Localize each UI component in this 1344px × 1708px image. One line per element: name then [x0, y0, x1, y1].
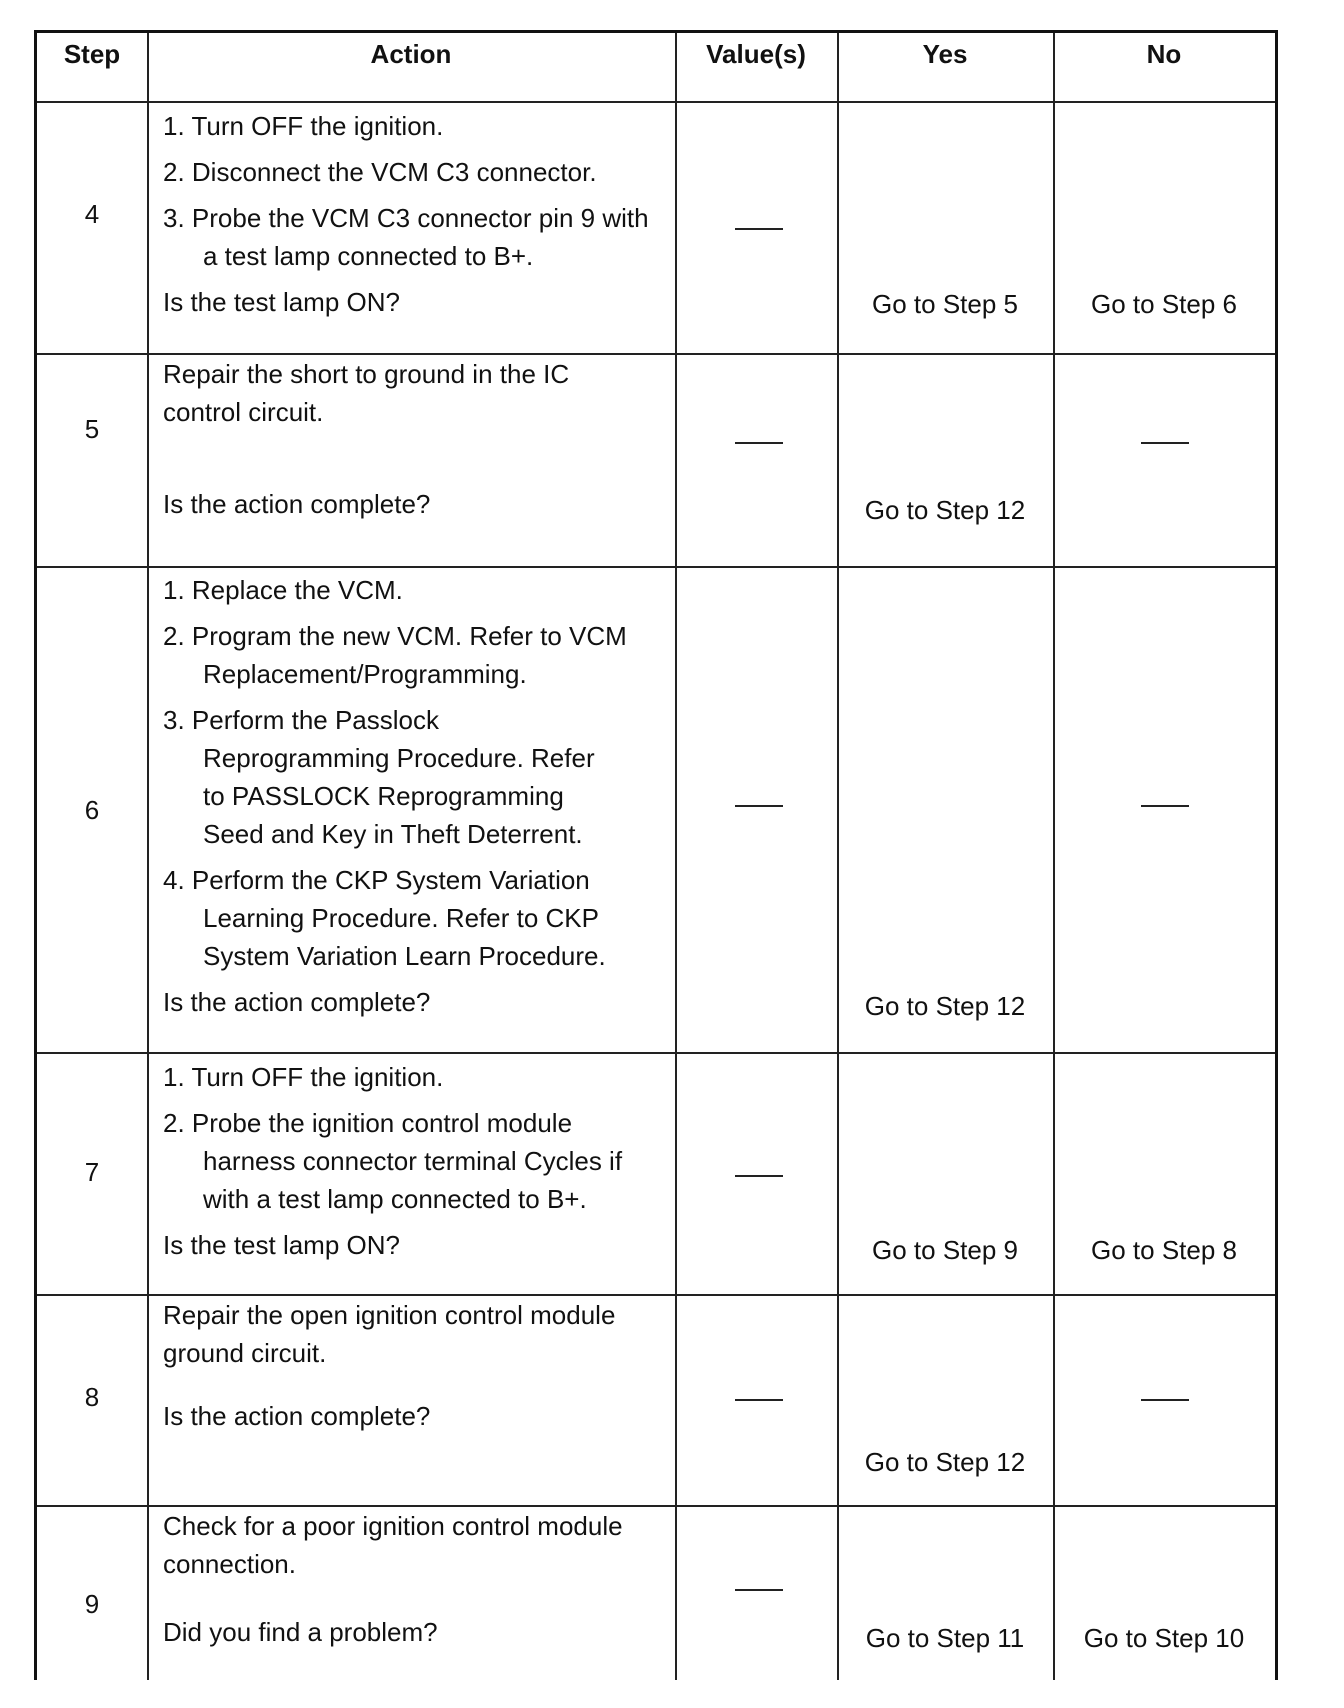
value-dash: [735, 1589, 783, 1591]
row-divider: [37, 1052, 1275, 1054]
action-line: 4. Perform the CKP System Variation Learning Procedure. Refer to CKP System Variation Learn Procedure.: [163, 865, 606, 971]
no-cell: Go to Step 6: [1091, 289, 1237, 319]
header-step: Step: [63, 39, 121, 69]
value-dash: [735, 1175, 783, 1177]
header-action: Action: [370, 39, 452, 69]
action-question: Is the action complete?: [163, 489, 431, 519]
no-dash: [1141, 805, 1189, 807]
no-dash: [1141, 1399, 1189, 1401]
action-cell: [163, 571, 663, 1029]
action-line: Check for a poor ignition control module connection.: [163, 1511, 623, 1579]
action-cell: [163, 355, 603, 439]
row-divider: [37, 101, 1275, 103]
step-number: 9: [84, 1589, 100, 1619]
action-line: 3. Probe the VCM C3 connector pin 9 with a test lamp connected to B+.: [163, 203, 649, 271]
action-line: 2. Program the new VCM. Refer to VCM Replacement/Programming.: [163, 621, 627, 689]
action-question: Did you find a problem?: [163, 1617, 438, 1647]
no-dash: [1141, 442, 1189, 444]
col-divider: [147, 33, 149, 1680]
yes-cell: Go to Step 9: [872, 1235, 1018, 1265]
value-dash: [735, 228, 783, 230]
action-question: Is the action complete?: [163, 987, 431, 1017]
action-question: Is the test lamp ON?: [163, 1230, 400, 1260]
yes-cell: Go to Step 11: [865, 1623, 1025, 1653]
action-line: Repair the short to ground in the IC control circuit.: [163, 359, 570, 427]
header-no: No: [1146, 39, 1182, 69]
action-line: 2. Disconnect the VCM C3 connector.: [163, 157, 597, 187]
no-cell: Go to Step 10: [1083, 1623, 1245, 1653]
yes-cell: Go to Step 12: [864, 1447, 1026, 1477]
diagnostic-table: [34, 30, 1278, 1680]
action-cell: [163, 107, 663, 329]
action-line: 1. Turn OFF the ignition.: [163, 111, 444, 141]
row-divider: [37, 566, 1275, 568]
action-line: 1. Replace the VCM.: [163, 575, 403, 605]
col-divider: [675, 33, 677, 1680]
col-divider: [1053, 33, 1055, 1680]
action-cell: [163, 1507, 663, 1591]
col-divider: [837, 33, 839, 1680]
no-cell: Go to Step 8: [1091, 1235, 1237, 1265]
step-number: 8: [84, 1382, 100, 1412]
value-dash: [735, 442, 783, 444]
action-cell: [163, 1296, 643, 1380]
action-line: 3. Perform the Passlock Reprogramming Procedure. Refer to PASSLOCK Reprogramming Seed and Key in Theft Deterrent.: [163, 705, 595, 849]
header-yes: Yes: [922, 39, 968, 69]
step-number: 5: [84, 414, 100, 444]
step-number: 7: [84, 1157, 100, 1187]
action-line: 1. Turn OFF the ignition.: [163, 1062, 444, 1092]
action-cell: [163, 1058, 663, 1272]
action-line: 2. Probe the ignition control module harness connector terminal Cycles if with a test lamp connected to B+.: [163, 1108, 623, 1214]
yes-cell: Go to Step 5: [872, 289, 1018, 319]
value-dash: [735, 805, 783, 807]
value-dash: [735, 1399, 783, 1401]
yes-cell: Go to Step 12: [864, 991, 1026, 1021]
step-number: 4: [84, 199, 100, 229]
action-line: Repair the open ignition control module ground circuit.: [163, 1300, 616, 1368]
action-question: Is the action complete?: [163, 1401, 431, 1431]
action-question: Is the test lamp ON?: [163, 287, 400, 317]
header-values: Value(s): [706, 39, 806, 69]
yes-cell: Go to Step 12: [864, 495, 1026, 525]
step-number: 6: [84, 795, 100, 825]
